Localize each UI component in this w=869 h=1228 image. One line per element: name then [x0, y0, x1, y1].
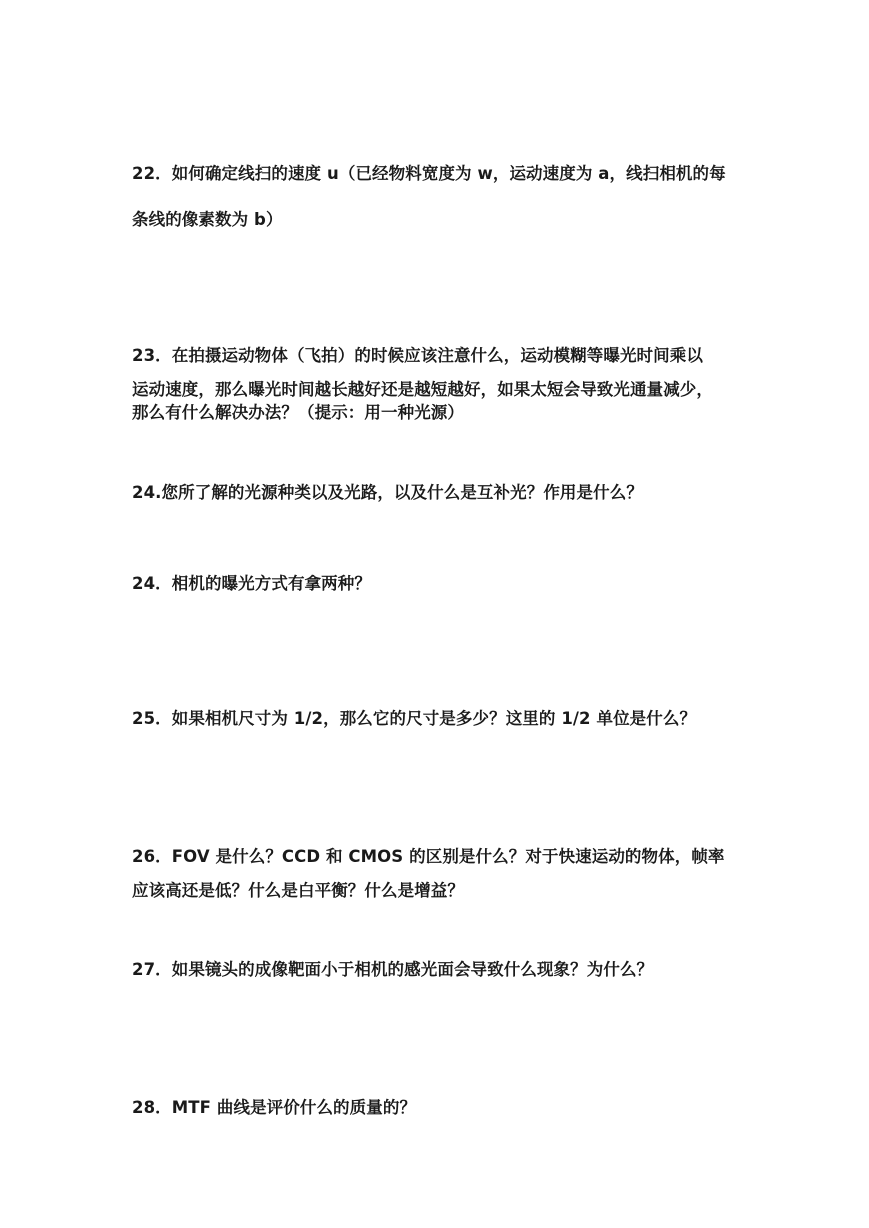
question-24-light-source: 24.您所了解的光源种类以及光路，以及什么是互补光？作用是什么？	[132, 483, 643, 502]
question-23-line-3: 那么有什么解决办法？（提示：用一种光源）	[132, 403, 464, 422]
question-25: 25．如果相机尺寸为 1/2，那么它的尺寸是多少？这里的 1/2 单位是什么？	[132, 709, 697, 728]
question-28: 28．MTF 曲线是评价什么的质量的？	[132, 1098, 417, 1117]
question-22-line-2: 条线的像素数为 b）	[132, 210, 283, 229]
question-24-exposure: 24．相机的曝光方式有拿两种？	[132, 574, 371, 593]
question-23-line-2: 运动速度，那么曝光时间越长越好还是越短越好，如果太短会导致光通量减少，	[132, 380, 713, 399]
question-26-line-1: 26．FOV 是什么？CCD 和 CMOS 的区别是什么？对于快速运动的物体，帧率	[132, 847, 725, 866]
question-26-line-2: 应该高还是低？什么是白平衡？什么是增益？	[132, 881, 464, 900]
question-27: 27．如果镜头的成像靶面小于相机的感光面会导致什么现象？为什么？	[132, 960, 654, 979]
question-23-line-1: 23．在拍摄运动物体（飞拍）的时候应该注意什么，运动模糊等曝光时间乘以	[132, 346, 703, 365]
question-22-line-1: 22．如何确定线扫的速度 u（已经物料宽度为 w，运动速度为 a，线扫相机的每	[132, 164, 726, 183]
